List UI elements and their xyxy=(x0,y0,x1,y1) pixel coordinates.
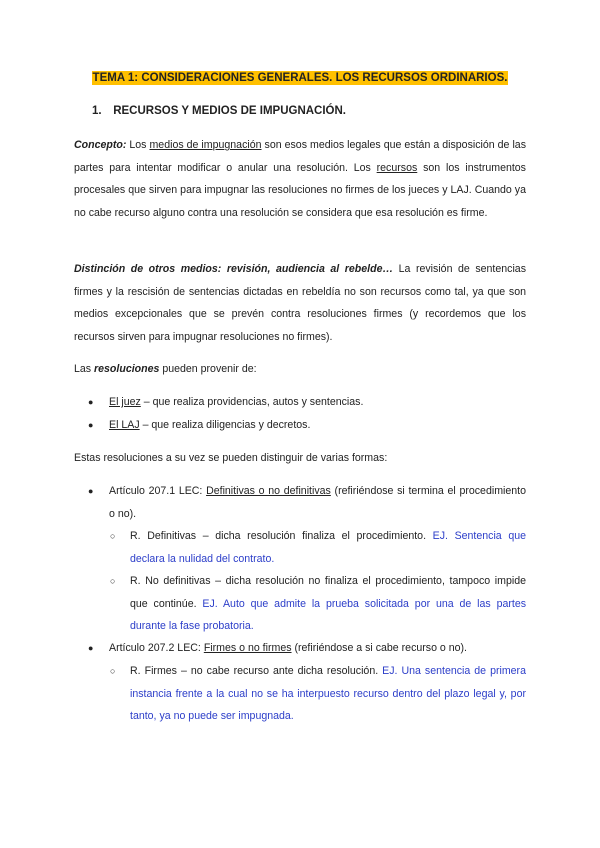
bullet-circle-icon: ○ xyxy=(110,666,116,676)
bullet-dot-icon: ● xyxy=(88,486,94,496)
origin-item-laj xyxy=(88,414,526,437)
concepto-text-1: Los xyxy=(126,139,150,151)
origin-juez-underline: El juez xyxy=(109,396,141,408)
art1-text-2: (refiriéndose si termina el procedimiento o no). xyxy=(109,485,526,520)
bullet-circle-icon: ○ xyxy=(110,531,116,541)
bullet-dot-icon: ● xyxy=(88,397,94,407)
art2-text-1: Artículo 207.2 LEC: xyxy=(109,642,204,654)
resoluciones-intro-text-2: pueden provenir de: xyxy=(159,363,257,375)
distincion-label: Distinción de otros medios: revisión, audiencia al rebelde… xyxy=(74,263,394,275)
definitivas-example: EJ. Sentencia que declara la nulidad del contrato. xyxy=(130,530,526,565)
art1-text-1: Artículo 207.1 LEC: xyxy=(109,485,207,497)
distincion-text: La revisión de sentencias firmes y la rescisión de sentencias dictadas en rebeldía no son recursos como tal, ya que son medios excepcionales que se prevén contra resoluciones firmes (y recordemos que los recursos sirven para impugnar resoluciones no firmes). xyxy=(74,263,526,343)
origin-item-juez xyxy=(88,391,526,414)
art1-sub-no-definitivas xyxy=(110,570,527,638)
firmes-text: R. Firmes – no cabe recurso ante dicha resolución. xyxy=(130,665,383,677)
origin-laj-text: – que realiza diligencias y decretos. xyxy=(139,419,311,431)
art-207-2-item xyxy=(88,637,526,660)
concepto-text-3: son los instrumentos procesales que sirven para impugnar las resoluciones no firmes de los jueces y LAJ. Cuando ya no cabe recurso alguno contra una resolución se considera que esa resolución es firme. xyxy=(74,161,526,219)
origin-laj-underline: El LAJ xyxy=(109,419,140,431)
firmes-example: EJ. Una sentencia de primera instancia frente a la cual no se ha interpuesto recurso dentro del plazo legal y, por tanto, ya no puede ser impugnada. xyxy=(130,665,526,722)
concepto-underline-2: recursos xyxy=(376,161,418,174)
section-number: 1. xyxy=(92,105,102,117)
art2-underline: Firmes o no firmes xyxy=(203,642,292,654)
art1-sub-definitivas xyxy=(110,525,526,570)
art-207-1-item xyxy=(88,480,526,525)
bullet-dot-icon: ● xyxy=(88,420,94,430)
art2-text-2: (refiriéndose a si cabe recurso o no). xyxy=(291,642,468,654)
no-definitivas-text: R. No definitivas – dicha resolución no finaliza el procedimiento, tampoco impide que continúe. xyxy=(130,575,526,610)
art2-sub-firmes xyxy=(110,660,526,728)
distinguir-intro: Estas resoluciones a su vez se pueden distinguir de varias formas: xyxy=(74,452,388,464)
concepto-underline-1: medios de impugnación xyxy=(149,139,262,151)
no-definitivas-example: EJ. Auto que admite la prueba solicitada por una de las partes durante la fase probatoria. xyxy=(130,597,527,632)
origin-juez-text: – que realiza providencias, autos y sentencias. xyxy=(140,396,364,408)
section-heading-text: RECURSOS Y MEDIOS DE IMPUGNACIÓN. xyxy=(113,105,347,117)
resoluciones-intro-text-1: Las xyxy=(74,363,95,375)
art1-underline: Definitivas o no definitivas xyxy=(206,485,331,497)
title-highlight: TEMA 1: CONSIDERACIONES GENERALES. LOS RECURSOS ORDINARIOS. xyxy=(92,72,508,84)
definitivas-text: R. Definitivas – dicha resolución finaliza el procedimiento. xyxy=(130,530,433,542)
concepto-text-2: son esos medios legales que están a disposición de las partes para intentar modificar o anular una resolución. Los xyxy=(74,139,526,174)
resoluciones-em: resoluciones xyxy=(94,363,160,375)
page-title xyxy=(0,72,600,84)
bullet-circle-icon: ○ xyxy=(110,576,116,586)
concepto-label: Concepto: xyxy=(74,139,127,151)
resoluciones-intro xyxy=(74,358,526,381)
bullet-dot-icon: ● xyxy=(88,643,94,653)
distincion-paragraph xyxy=(74,258,526,348)
concepto-paragraph xyxy=(74,134,526,224)
section-heading xyxy=(92,105,346,117)
